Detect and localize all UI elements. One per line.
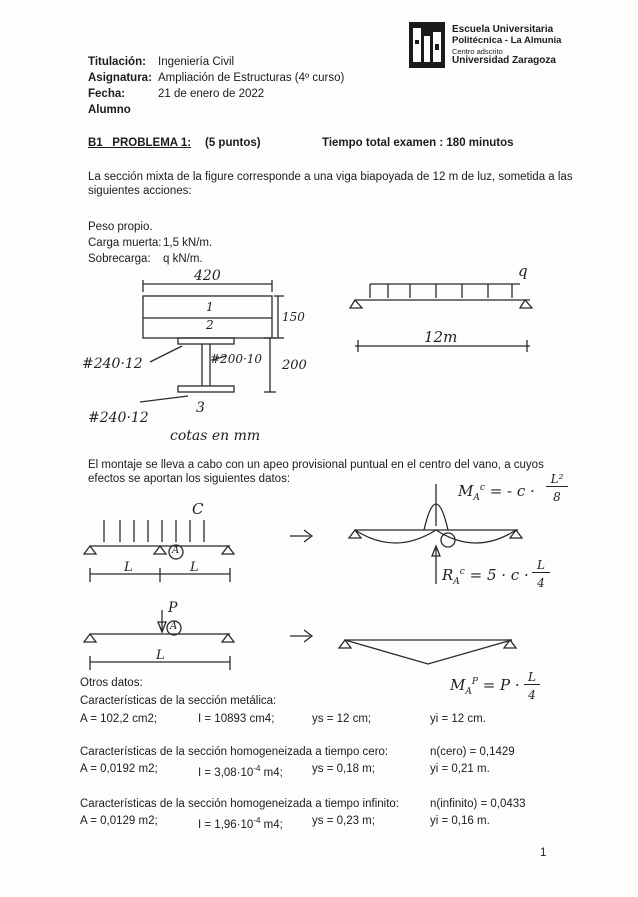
- l-right-label: L: [190, 560, 199, 575]
- reaction-rhs: = 5 · c ·: [469, 566, 529, 584]
- logo-line-1: Escuela Universitaria: [452, 24, 554, 35]
- top-height-label: 150: [282, 310, 305, 324]
- titulacion-label: Titulación:: [88, 56, 146, 68]
- problem-points: (5 puntos): [205, 137, 261, 149]
- hominf-title: Características de la sección homogeneizada a tiempo infinito:: [80, 798, 399, 810]
- layer-1-label: 1: [206, 300, 214, 314]
- reaction-sub: A: [453, 577, 460, 587]
- asignatura-label: Asignatura:: [88, 72, 152, 84]
- moment-p-sup: P: [471, 677, 478, 687]
- hom0-title: Características de la sección homogeneizada a tiempo cero:: [80, 746, 389, 758]
- hominf-ys: ys = 0,23 m;: [312, 815, 375, 827]
- asignatura-value: Ampliación de Estructuras (4º curso): [158, 72, 345, 84]
- moment-p-sub: A: [465, 687, 472, 697]
- load-live-label: Sobrecarga:: [88, 253, 151, 265]
- hominf-inertia-unit: m4;: [260, 818, 283, 831]
- logo-line-4: Universidad Zaragoza: [452, 55, 556, 66]
- hominf-inertia-exp: -4: [253, 816, 261, 825]
- web-height-label: 200: [282, 358, 307, 373]
- transform-arrow-2: [290, 630, 312, 642]
- span-label: 12m: [424, 328, 458, 346]
- load-self-weight: Peso propio.: [88, 221, 153, 233]
- assembly-line-1: El montaje se lleva a cabo con un apeo provisional puntual en el centro del vano, a cuyos: [88, 459, 544, 471]
- part-3-label: 3: [196, 400, 205, 416]
- steel-yi: yi = 12 cm.: [430, 713, 486, 725]
- moment-c-denominator: 8: [553, 490, 561, 504]
- c-load-label: C: [192, 500, 204, 518]
- steel-bottom-flange: [178, 386, 234, 392]
- units-note: cotas en mm: [170, 428, 261, 444]
- load-dead-label: Carga muerta:: [88, 237, 162, 249]
- l-left-label: L: [124, 560, 133, 575]
- load-dead-value: 1,5 kN/m.: [163, 237, 213, 249]
- moment-c-rhs: = - c ·: [489, 482, 535, 500]
- reaction-numerator: L: [532, 558, 550, 573]
- logo-line-2: Politécnica - La Almunia: [452, 35, 562, 46]
- section-width-label: 420: [194, 268, 221, 284]
- hominf-yi: yi = 0,16 m.: [430, 815, 490, 827]
- reaction-formula: [442, 566, 529, 587]
- moment-c-sub: A: [473, 493, 480, 503]
- transform-arrow-1: [290, 530, 312, 542]
- moment-p-formula: [450, 676, 520, 697]
- assembly-line-2: efectos se aportan los siguientes datos:: [88, 473, 291, 485]
- intro-line-2: siguientes acciones:: [88, 185, 192, 197]
- point-a2-label: A: [170, 621, 178, 632]
- hominf-n: n(infinito) = 0,0433: [430, 798, 526, 810]
- p-load-label: P: [168, 600, 178, 616]
- layer-2-label: 2: [206, 318, 214, 332]
- moment-c-sup: c: [479, 483, 485, 493]
- bottom-plate-label: #240·12: [88, 410, 149, 426]
- steel-top-flange: [178, 338, 234, 344]
- hom0-n: n(cero) = 0,1429: [430, 746, 515, 758]
- l-full-label: L: [156, 648, 165, 663]
- hom0-inertia-exp: -4: [253, 764, 261, 773]
- moment-p-denominator: 4: [528, 688, 536, 702]
- logo-line-3: Centro adscrito: [452, 47, 503, 56]
- steel-section-title: Características de la sección metálica:: [80, 695, 277, 707]
- moment-c-numerator: L²: [546, 472, 568, 487]
- intro-line-1: La sección mixta de la figure corresponde a una viga biapoyada de 12 m de luz, sometida a las: [88, 171, 573, 183]
- moment-p-numerator: L: [524, 670, 540, 685]
- hom0-inertia: [198, 762, 283, 780]
- logo-emblem-icon: [409, 22, 445, 68]
- reaction-symbol: R: [442, 566, 454, 584]
- fecha-label: Fecha:: [88, 88, 126, 100]
- hominf-inertia: [198, 814, 283, 832]
- load-live-value: q kN/m.: [163, 253, 203, 265]
- other-data-title: Otros datos:: [80, 677, 143, 689]
- hom0-area: A = 0,0192 m2;: [80, 763, 158, 775]
- steel-area: A = 102,2 cm2;: [80, 713, 158, 725]
- hom0-yi: yi = 0,21 m.: [430, 763, 490, 775]
- reaction-sup: c: [459, 567, 465, 577]
- alumno-label: Alumno: [88, 104, 131, 116]
- fecha-value: 21 de enero de 2022: [158, 88, 265, 100]
- moment-p-rhs: = P ·: [482, 676, 520, 694]
- hominf-inertia-value: I = 1,96·10: [198, 818, 254, 831]
- university-logo: [409, 22, 445, 68]
- moment-p-symbol: M: [450, 676, 466, 694]
- web-label: #200·10: [210, 352, 263, 366]
- hom0-ys: ys = 0,18 m;: [312, 763, 375, 775]
- problem-title: B1_ PROBLEMA 1:: [88, 137, 192, 149]
- steel-inertia: I = 10893 cm4;: [198, 713, 275, 725]
- point-a-label: A: [172, 545, 180, 556]
- top-plate-label: #240·12: [82, 356, 143, 372]
- hom0-inertia-value: I = 3,08·10: [198, 766, 254, 779]
- page-number: 1: [540, 847, 547, 859]
- hom0-inertia-unit: m4;: [260, 766, 283, 779]
- steel-ys: ys = 12 cm;: [312, 713, 372, 725]
- titulacion-value: Ingeniería Civil: [158, 56, 235, 68]
- exam-time: Tiempo total examen : 180 minutos: [322, 137, 514, 149]
- q-load-label: q: [518, 262, 528, 280]
- moment-c-formula: [458, 482, 535, 503]
- reaction-denominator: 4: [537, 576, 545, 590]
- hominf-area: A = 0,0129 m2;: [80, 815, 158, 827]
- moment-c-symbol: M: [458, 482, 474, 500]
